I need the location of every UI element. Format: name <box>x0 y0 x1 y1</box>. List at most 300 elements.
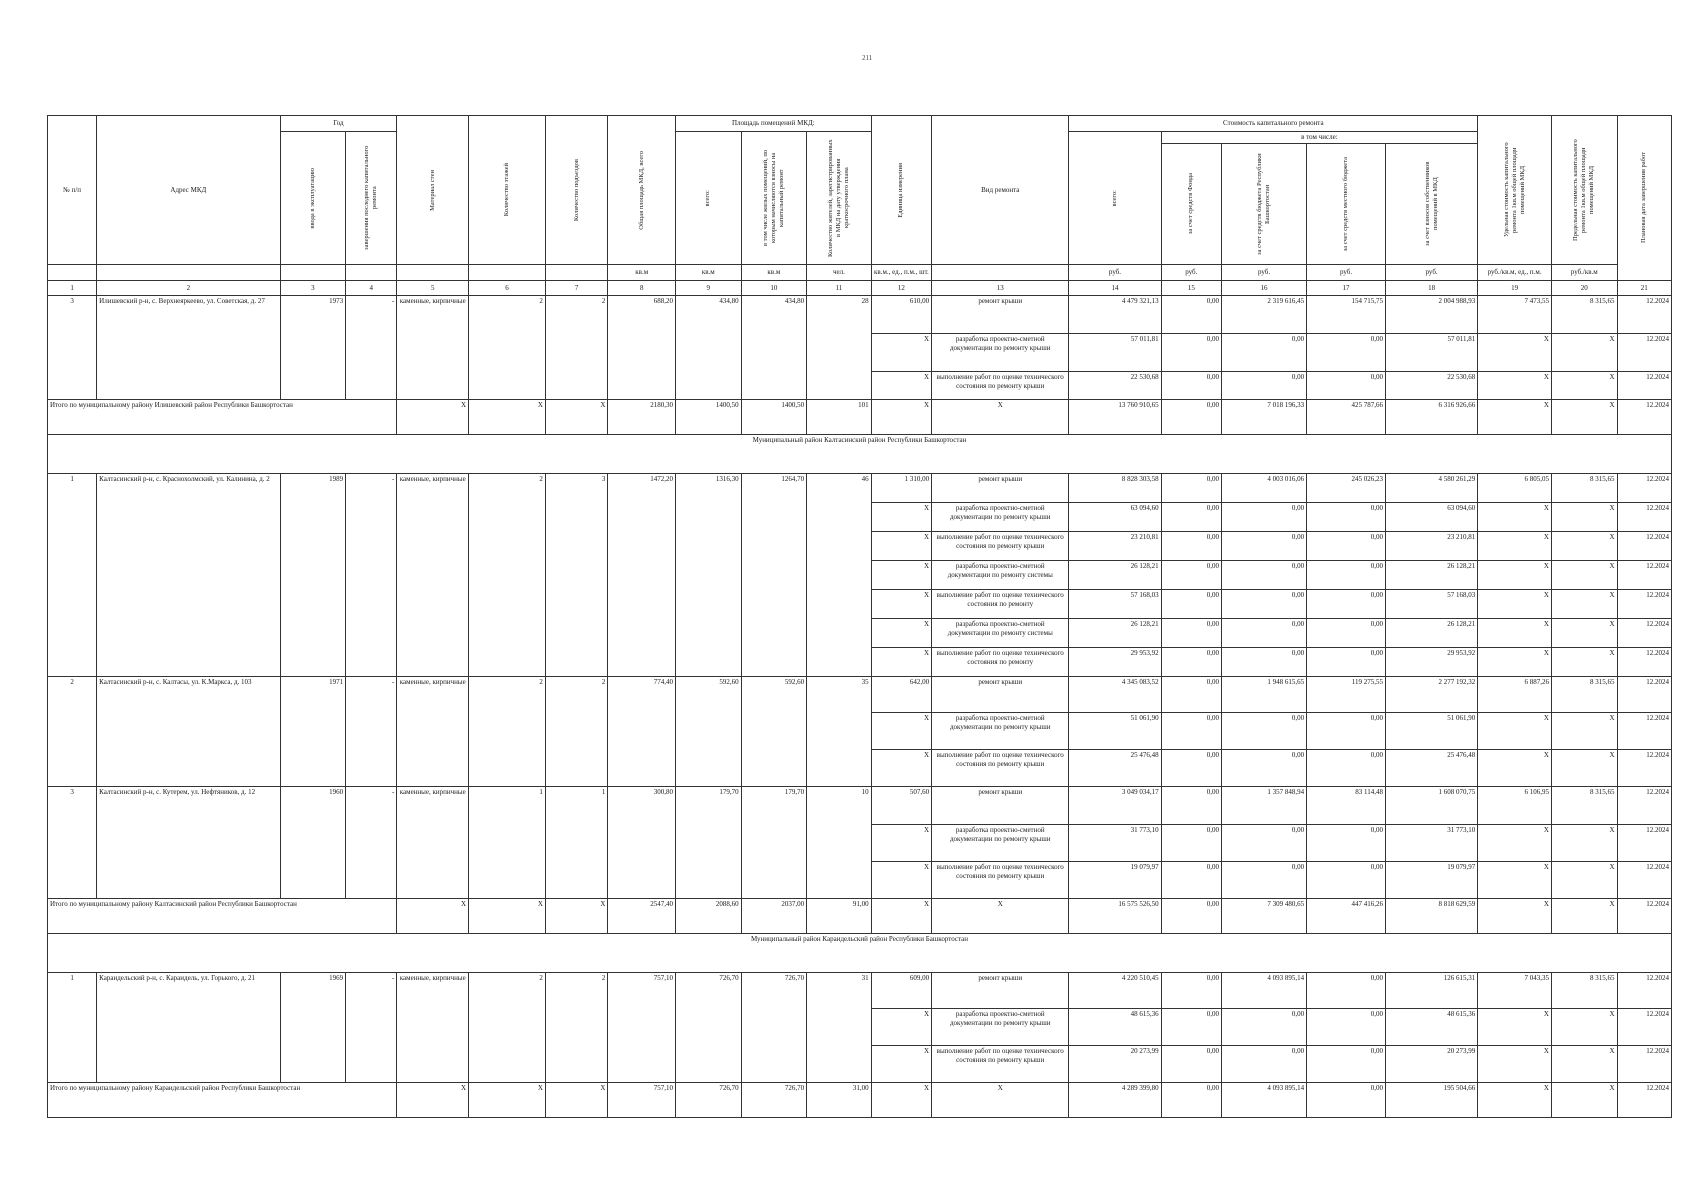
table-cell: 12.2024 <box>1617 474 1671 503</box>
table-cell: 0,00 <box>1222 862 1307 899</box>
col-header-year-commissioning: ввода в эксплуатацию <box>308 167 316 229</box>
table-cell: 610,00 <box>871 296 931 334</box>
table-cell: 0,00 <box>1161 862 1221 899</box>
table-cell: 7 043,35 <box>1478 973 1552 1009</box>
table-cell <box>545 265 607 281</box>
table-cell: 0,00 <box>1222 648 1307 677</box>
table-cell <box>48 265 97 281</box>
table-cell: 57 168,03 <box>1069 590 1161 619</box>
table-cell: выполнение работ по оценке технического состояния по ремонту крыши <box>932 372 1069 400</box>
table-cell: 11 <box>807 281 872 296</box>
table-cell: 25 476,48 <box>1069 750 1161 787</box>
table-cell: X <box>1551 532 1617 561</box>
table-cell: каменные, кирпичные <box>397 296 469 400</box>
table-cell: 0,00 <box>1222 372 1307 400</box>
table-cell: 0,00 <box>1307 619 1386 648</box>
table-cell: X <box>1551 400 1617 435</box>
table-cell: X <box>871 400 931 435</box>
table-cell: выполнение работ по оценке технического состояния по ремонту крыши <box>932 750 1069 787</box>
table-cell: 119 275,55 <box>1307 677 1386 713</box>
table-cell: кв.м <box>676 265 742 281</box>
table-cell: X <box>1478 1046 1552 1083</box>
col-header-entrances: Количество подъездов <box>572 158 580 222</box>
table-cell: 12.2024 <box>1617 372 1671 400</box>
table-cell: Калтасинский р-н, с. Кутерем, ул. Нефтяников, д. 12 <box>97 787 280 899</box>
table-cell: 1316,30 <box>676 474 742 677</box>
table-cell: X <box>1551 1009 1617 1046</box>
table-cell: 0,00 <box>1161 532 1221 561</box>
table-cell: X <box>1478 532 1552 561</box>
table-cell: 592,60 <box>741 677 807 787</box>
table-cell: X <box>469 400 546 435</box>
table-cell <box>280 265 346 281</box>
table-cell: X <box>1551 713 1617 750</box>
table-cell: 0,00 <box>1222 334 1307 372</box>
column-header <box>1385 144 1477 265</box>
table-cell: 726,70 <box>676 973 742 1083</box>
table-cell: 126 615,31 <box>1385 973 1477 1009</box>
table-cell: ремонт крыши <box>932 677 1069 713</box>
table-cell: 642,00 <box>871 677 931 713</box>
table-cell: 12.2024 <box>1617 973 1671 1009</box>
table-cell: 1 <box>48 973 97 1083</box>
table-cell: руб. <box>1069 265 1161 281</box>
column-header <box>545 116 607 265</box>
table-cell: X <box>932 1083 1069 1118</box>
table-row <box>48 474 1672 503</box>
table-cell: 0,00 <box>1161 787 1221 825</box>
table-cell: 2 <box>469 973 546 1083</box>
table-cell: руб./кв.м, ед., п.м. <box>1478 265 1552 281</box>
table-cell: 0,00 <box>1161 1009 1221 1046</box>
table-cell: 1400,50 <box>741 400 807 435</box>
table-cell: 4 345 083,52 <box>1069 677 1161 713</box>
table-cell: 12.2024 <box>1617 750 1671 787</box>
column-header <box>1307 144 1386 265</box>
table-cell: X <box>871 372 931 400</box>
table-cell: X <box>1551 862 1617 899</box>
table-cell: 2 319 616,45 <box>1222 296 1307 334</box>
table-cell: - <box>346 677 397 787</box>
table-cell: 0,00 <box>1222 825 1307 862</box>
table-cell <box>97 265 280 281</box>
table-cell: X <box>871 648 931 677</box>
col-header-work-type: Вид ремонта <box>932 116 1069 265</box>
table-cell: 22 530,68 <box>1069 372 1161 400</box>
table-cell: 35 <box>807 677 872 787</box>
table-cell: X <box>1478 503 1552 532</box>
table-cell: 179,70 <box>676 787 742 899</box>
table-cell: 0,00 <box>1307 648 1386 677</box>
table-cell: 12.2024 <box>1617 561 1671 590</box>
table-row <box>48 787 1672 825</box>
table-cell: 1960 <box>280 787 346 899</box>
column-header <box>280 132 346 265</box>
col-header-including: в том числе: <box>1161 132 1478 144</box>
table-cell: выполнение работ по оценке технического состояния по ремонту крыши <box>932 1046 1069 1083</box>
table-cell: X <box>1551 334 1617 372</box>
table-cell: 4 003 016,06 <box>1222 474 1307 503</box>
table-cell: X <box>1551 590 1617 619</box>
table-cell: 26 128,21 <box>1069 619 1161 648</box>
table-cell: 1969 <box>280 973 346 1083</box>
col-header-units: Единица измерения <box>897 162 905 218</box>
table-cell: 0,00 <box>1307 973 1386 1009</box>
column-header <box>1161 144 1221 265</box>
table-cell: 195 504,66 <box>1385 1083 1477 1118</box>
table-cell: Калтасинский р-н, с. Краснохолмский, ул. Калинина, д. 2 <box>97 474 280 677</box>
table-cell: 19 079,97 <box>1385 862 1477 899</box>
col-header-max-cost: Предельная стоимость капитального ремонта 1кв.м общей площади помещений МКД <box>1572 139 1596 241</box>
table-cell: 4 289 399,80 <box>1069 1083 1161 1118</box>
table-cell: 0,00 <box>1161 648 1221 677</box>
table-cell: 0,00 <box>1161 334 1221 372</box>
table-cell: 726,70 <box>741 1083 807 1118</box>
table-cell: 29 953,92 <box>1069 648 1161 677</box>
total-row <box>48 899 1672 934</box>
table-cell: 1973 <box>280 296 346 400</box>
table-cell: 9 <box>676 281 742 296</box>
table-cell: 57 168,03 <box>1385 590 1477 619</box>
page-number: 211 <box>862 54 873 62</box>
table-cell: 0,00 <box>1222 713 1307 750</box>
table-cell: 0,00 <box>1161 474 1221 503</box>
table-cell: 0,00 <box>1161 400 1221 435</box>
table-cell: X <box>871 561 931 590</box>
table-cell: 20 <box>1551 281 1617 296</box>
table-cell: 0,00 <box>1222 750 1307 787</box>
table-cell: 6 316 926,66 <box>1385 400 1477 435</box>
table-cell: 12.2024 <box>1617 590 1671 619</box>
table-cell: 4 580 261,29 <box>1385 474 1477 503</box>
table-cell: 2 <box>545 973 607 1083</box>
table-cell: 10 <box>741 281 807 296</box>
table-cell <box>932 265 1069 281</box>
table-cell: 0,00 <box>1161 1046 1221 1083</box>
col-header-premises: Площадь помещений МКД: <box>676 116 872 132</box>
table-cell: 2 <box>469 474 546 677</box>
column-header <box>1617 116 1671 281</box>
table-row <box>48 973 1672 1009</box>
table-cell: 23 210,81 <box>1069 532 1161 561</box>
table-cell: 2 004 988,93 <box>1385 296 1477 334</box>
column-header <box>1222 144 1307 265</box>
table-cell: Калтасинский р-н, с. Калтасы, ул. К.Маркса, д. 103 <box>97 677 280 787</box>
table-cell: 4 093 895,14 <box>1222 973 1307 1009</box>
table-cell: X <box>871 590 931 619</box>
table-cell: 7 018 196,33 <box>1222 400 1307 435</box>
table-cell: Итого по муниципальному району Илишевский район Республики Башкортостан <box>48 400 397 435</box>
total-row <box>48 1083 1672 1118</box>
table-cell: 1 <box>545 787 607 899</box>
table-cell: ремонт крыши <box>932 296 1069 334</box>
table-cell: 16 <box>1222 281 1307 296</box>
table-cell: руб./кв.м <box>1551 265 1617 281</box>
table-cell: 7 473,55 <box>1478 296 1552 334</box>
table-cell: 1472,20 <box>608 474 676 677</box>
table-cell: ремонт крыши <box>932 973 1069 1009</box>
table-cell: 2 <box>545 677 607 787</box>
table-cell: 0,00 <box>1307 825 1386 862</box>
table-cell: 0,00 <box>1222 532 1307 561</box>
col-header-year: Год <box>280 116 397 132</box>
col-header-republic: за счет средств бюджета Республики Башкортостан <box>1256 153 1272 255</box>
table-cell: 16 575 526,50 <box>1069 899 1161 934</box>
table-cell: 20 273,99 <box>1385 1046 1477 1083</box>
table-cell: X <box>1551 561 1617 590</box>
table-cell: X <box>871 1009 931 1046</box>
table-cell: 3 <box>545 474 607 677</box>
table-cell: выполнение работ по оценке технического состояния по ремонту <box>932 590 1069 619</box>
table-cell: 774,40 <box>608 677 676 787</box>
col-header-deadline: Плановая дата завершения работ <box>1640 152 1648 244</box>
column-header <box>807 132 872 265</box>
table-cell: X <box>871 503 931 532</box>
col-header-num: № п/п <box>48 116 97 265</box>
column-header <box>608 116 676 265</box>
table-cell: X <box>1478 1083 1552 1118</box>
table-cell: 12.2024 <box>1617 1083 1671 1118</box>
table-cell: каменные, кирпичные <box>397 973 469 1083</box>
table-cell: X <box>1478 619 1552 648</box>
table-cell: 434,80 <box>741 296 807 400</box>
table-cell: 6 887,26 <box>1478 677 1552 713</box>
col-header-address: Адрес МКД <box>97 116 280 265</box>
table-cell: - <box>346 973 397 1083</box>
table-cell: X <box>871 532 931 561</box>
table-cell: 6 <box>469 281 546 296</box>
table-cell: X <box>1478 590 1552 619</box>
table-cell: 8 828 303,58 <box>1069 474 1161 503</box>
table-cell: разработка проектно-сметной документации по ремонту системы <box>932 619 1069 648</box>
table-cell: 12.2024 <box>1617 648 1671 677</box>
col-header-residents: Количество жителей, зарегистрированных в МКД на дату утверждения краткосрочного плана <box>826 139 850 257</box>
table-cell: 28 <box>807 296 872 400</box>
table-cell: выполнение работ по оценке технического состояния по ремонту крыши <box>932 532 1069 561</box>
table-cell: 2037,00 <box>741 899 807 934</box>
table-cell: 179,70 <box>741 787 807 899</box>
table-cell: 0,00 <box>1222 561 1307 590</box>
table-cell: X <box>1551 1046 1617 1083</box>
table-cell: 46 <box>807 474 872 677</box>
table-cell: 12 <box>871 281 931 296</box>
table-cell: 507,60 <box>871 787 931 825</box>
table-cell: 48 615,36 <box>1069 1009 1161 1046</box>
table-cell: X <box>871 1083 931 1118</box>
table-cell: 12.2024 <box>1617 713 1671 750</box>
table-cell: 31 <box>807 973 872 1083</box>
column-header <box>397 116 469 265</box>
table-cell: X <box>871 899 931 934</box>
table-cell: 0,00 <box>1161 825 1221 862</box>
table-cell: X <box>871 862 931 899</box>
col-header-fund: за счет средств Фонда <box>1187 173 1195 235</box>
table-cell: каменные, кирпичные <box>397 787 469 899</box>
col-header-floors: Количество этажей <box>502 163 510 217</box>
table-cell: X <box>469 1083 546 1118</box>
table-cell: 0,00 <box>1161 590 1221 619</box>
table-cell: X <box>1551 619 1617 648</box>
table-cell: 26 128,21 <box>1385 561 1477 590</box>
col-header-cost-total: всего: <box>1110 189 1118 207</box>
col-header-local: за счет средств местного бюджета <box>1342 156 1349 252</box>
table-cell: 12.2024 <box>1617 1046 1671 1083</box>
table-cell: 0,00 <box>1161 713 1221 750</box>
table-cell: 8 <box>608 281 676 296</box>
table-cell: кв.м <box>741 265 807 281</box>
table-cell <box>346 265 397 281</box>
table-cell: 2088,60 <box>676 899 742 934</box>
table-cell: 48 615,36 <box>1385 1009 1477 1046</box>
table-cell: X <box>871 1046 931 1083</box>
table-cell: 12.2024 <box>1617 862 1671 899</box>
table-cell: 31 773,10 <box>1069 825 1161 862</box>
table-cell: 757,10 <box>608 973 676 1083</box>
table-cell: 0,00 <box>1307 1046 1386 1083</box>
table-cell: 0,00 <box>1161 1083 1221 1118</box>
table-cell: 5 <box>397 281 469 296</box>
table-cell: 25 476,48 <box>1385 750 1477 787</box>
table-cell: 8 315,65 <box>1551 973 1617 1009</box>
table-cell: 0,00 <box>1307 1083 1386 1118</box>
table-cell: 2547,40 <box>608 899 676 934</box>
table-cell: разработка проектно-сметной документации по ремонту крыши <box>932 334 1069 372</box>
table-cell: 1 310,00 <box>871 474 931 503</box>
col-header-premises-total: всего: <box>704 189 712 207</box>
table-cell: X <box>1478 400 1552 435</box>
table-cell: 0,00 <box>1307 590 1386 619</box>
table-cell: 1 948 615,65 <box>1222 677 1307 713</box>
table-cell: X <box>1478 561 1552 590</box>
table-cell: 2 <box>97 281 280 296</box>
table-cell: разработка проектно-сметной документации по ремонту системы <box>932 561 1069 590</box>
column-header <box>1551 116 1617 265</box>
table-cell: 31,00 <box>807 1083 872 1118</box>
table-cell: 1971 <box>280 677 346 787</box>
table-cell: 0,00 <box>1161 677 1221 713</box>
table-cell: X <box>1478 334 1552 372</box>
table-cell: 245 026,23 <box>1307 474 1386 503</box>
table-cell: руб. <box>1222 265 1307 281</box>
table-cell: 8 315,65 <box>1551 474 1617 503</box>
table-cell: X <box>397 1083 469 1118</box>
table-cell: каменные, кирпичные <box>397 474 469 677</box>
table-cell: 0,00 <box>1222 1009 1307 1046</box>
table-cell: разработка проектно-сметной документации по ремонту крыши <box>932 503 1069 532</box>
table-cell: 12.2024 <box>1617 532 1671 561</box>
column-header <box>871 116 931 265</box>
table-cell: 57 011,81 <box>1385 334 1477 372</box>
units-row <box>48 265 1672 281</box>
table-cell: X <box>871 619 931 648</box>
table-cell: 26 128,21 <box>1069 561 1161 590</box>
table-cell: 2 <box>48 677 97 787</box>
table-cell: 57 011,81 <box>1069 334 1161 372</box>
table-cell: X <box>1478 372 1552 400</box>
table-cell: X <box>545 899 607 934</box>
table-cell: 726,70 <box>676 1083 742 1118</box>
capital-repair-table <box>47 115 1672 1118</box>
col-header-walls: Материал стен <box>428 169 436 211</box>
table-cell: 4 220 510,45 <box>1069 973 1161 1009</box>
table-cell: 4 479 321,13 <box>1069 296 1161 334</box>
table-row <box>48 677 1672 713</box>
table-cell: 3 <box>48 787 97 899</box>
table-cell: 91,00 <box>807 899 872 934</box>
table-cell: 12.2024 <box>1617 787 1671 825</box>
table-cell: 0,00 <box>1222 1046 1307 1083</box>
table-cell: 0,00 <box>1307 561 1386 590</box>
table-cell: 17 <box>1307 281 1386 296</box>
table-cell: 425 787,66 <box>1307 400 1386 435</box>
table-cell: 19 079,97 <box>1069 862 1161 899</box>
section-title: Муниципальный район Караидельский район Республики Башкортостан <box>48 934 1672 973</box>
col-header-unit-cost: Удельная стоимость капитального ремонта 1кв.м общей площади помещений МКД <box>1502 142 1526 238</box>
table-cell: 23 210,81 <box>1385 532 1477 561</box>
table-cell: 1 357 848,94 <box>1222 787 1307 825</box>
table-cell: - <box>346 474 397 677</box>
table-cell: 1 <box>48 281 97 296</box>
table-cell: руб. <box>1385 265 1477 281</box>
section-row <box>48 435 1672 474</box>
table-cell: X <box>1478 825 1552 862</box>
table-cell: 0,00 <box>1161 503 1221 532</box>
table-cell: 12.2024 <box>1617 400 1671 435</box>
table-cell: Караидельский р-н, с. Караидель, ул. Горького, д. 21 <box>97 973 280 1083</box>
table-cell: 1264,70 <box>741 474 807 677</box>
col-header-total-area: Общая площадь МКД, всего <box>637 150 645 230</box>
table-cell: 757,10 <box>608 1083 676 1118</box>
table-cell: X <box>469 899 546 934</box>
table-cell: 300,80 <box>608 787 676 899</box>
table-cell: ремонт крыши <box>932 474 1069 503</box>
table-cell: 1 <box>469 787 546 899</box>
col-header-cost: Стоимость капитального ремонта <box>1069 116 1478 132</box>
table-cell: X <box>932 400 1069 435</box>
table-cell: X <box>1551 503 1617 532</box>
table-cell: X <box>545 1083 607 1118</box>
table-cell: X <box>545 400 607 435</box>
table-cell: 0,00 <box>1161 899 1221 934</box>
table-cell: 4 093 895,14 <box>1222 1083 1307 1118</box>
table-cell: 101 <box>807 400 872 435</box>
table-cell: 63 094,60 <box>1069 503 1161 532</box>
table-cell: 0,00 <box>1161 372 1221 400</box>
table-cell: 2180,30 <box>608 400 676 435</box>
column-header <box>1478 116 1552 265</box>
table-cell: 1 608 070,75 <box>1385 787 1477 825</box>
table-cell: 6 106,95 <box>1478 787 1552 825</box>
table-cell: 18 <box>1385 281 1477 296</box>
column-header <box>469 116 546 265</box>
table-cell: - <box>346 787 397 899</box>
table-cell: 3 <box>280 281 346 296</box>
table-cell: 63 094,60 <box>1385 503 1477 532</box>
table-cell: 0,00 <box>1161 973 1221 1009</box>
table-cell: 0,00 <box>1307 713 1386 750</box>
table-cell: 7 <box>545 281 607 296</box>
table-cell: X <box>1551 372 1617 400</box>
table-cell: 29 953,92 <box>1385 648 1477 677</box>
table-cell: 0,00 <box>1307 532 1386 561</box>
table-cell: X <box>1551 825 1617 862</box>
table-cell: X <box>1478 750 1552 787</box>
table-cell: 0,00 <box>1222 590 1307 619</box>
table-cell: 434,80 <box>676 296 742 400</box>
column-header <box>1069 132 1161 265</box>
table-cell: выполнение работ по оценке технического состояния по ремонту крыши <box>932 862 1069 899</box>
table-cell: 154 715,75 <box>1307 296 1386 334</box>
